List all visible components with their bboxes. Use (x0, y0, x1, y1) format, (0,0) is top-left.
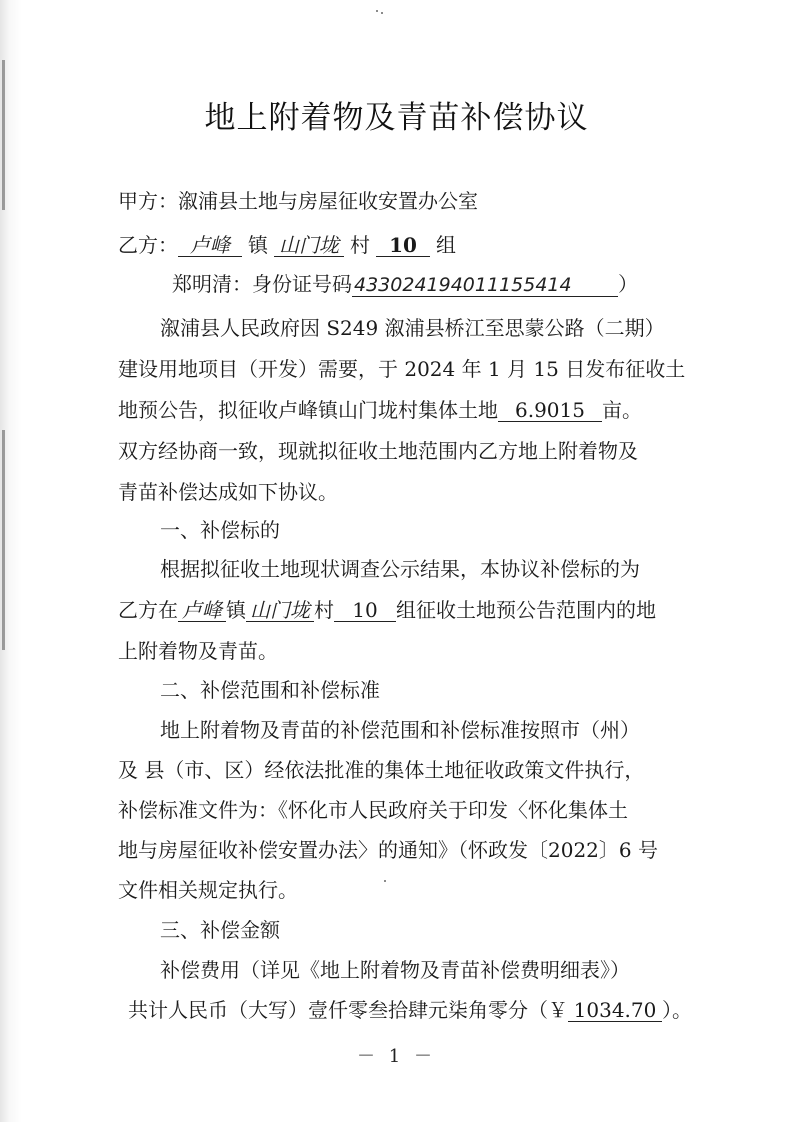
id-line (172, 272, 638, 297)
section-3-line-2-post: ）。 (662, 998, 692, 1022)
section-1-line-3: 上附着物及青苗。 (118, 639, 278, 663)
section-1-line-2-pre: 乙方在 (118, 598, 178, 622)
intro-line-3 (118, 398, 642, 422)
section-2-line-4: 地与房屋征收补偿安置办法〉的通知》（怀政发〔2022〕6 号 (118, 838, 658, 862)
id-label: ：身份证号码 (232, 272, 352, 296)
section-1-town-field: 卢峰 (178, 599, 226, 622)
party-b-label: 乙方： (118, 233, 178, 257)
id-close: ） (618, 272, 638, 296)
section-3-heading: 三、补偿金额 (160, 918, 280, 942)
section-2-line-2: 及 县（市、区）经依法批准的集体土地征收政策文件执行， (118, 758, 645, 782)
intro-line-5: 青苗补偿达成如下协议。 (118, 480, 338, 504)
scan-speck (384, 880, 386, 882)
document-title: 地上附着物及青苗补偿协议 (204, 100, 589, 136)
scan-speck (376, 10, 378, 12)
section-3-line-2-pre: 共计人民币（大写）壹仟零叁拾肆元柒角零分（￥ (128, 998, 568, 1022)
party-b-town-suffix: 镇 (248, 233, 268, 257)
compensation-amount-field: 1034.70 (568, 999, 662, 1022)
party-a-name: 溆浦县土地与房屋征收安置办公室 (178, 189, 478, 213)
intro-line-3-unit: 亩。 (602, 398, 642, 422)
party-b-town-field: 卢峰 (178, 234, 242, 257)
section-1-heading: 一、补偿标的 (160, 518, 280, 542)
section-1-line-2-post: 组征收土地预公告范围内的地 (396, 598, 656, 622)
intro-line-4: 双方经协商一致，现就拟征收土地范围内乙方地上附着物及 (118, 439, 638, 463)
section-2-line-3: 补偿标准文件为：《怀化市人民政府关于印发〈怀化集体土 (118, 798, 628, 822)
section-1-group-field: 10 (334, 599, 396, 622)
person-name: 郑明清 (172, 272, 232, 296)
section-1-line-2 (118, 598, 656, 622)
section-1-village-field: 山门垅 (246, 599, 314, 622)
intro-line-1: 溆浦县人民政府因 S249 溆浦县桥江至思蒙公路（二期） (160, 316, 665, 340)
scan-shadow-edge (0, 0, 22, 1122)
id-number-field: 433024194011155414 (352, 274, 618, 297)
scan-speck (381, 12, 383, 14)
intro-line-3-text: 地预公告，拟征收卢峰镇山门垅村集体土地 (118, 398, 498, 422)
section-1-village-suffix: 村 (314, 598, 334, 622)
section-2-line-1: 地上附着物及青苗的补偿范围和补偿标准按照市（州） (160, 718, 640, 742)
section-1-town-suffix: 镇 (226, 598, 246, 622)
land-area-field: 6.9015 (498, 399, 602, 422)
section-3-line-1: 补偿费用（详见《地上附着物及青苗补偿费明细表》） (160, 958, 630, 982)
party-a-label: 甲方： (118, 189, 178, 213)
party-b-group-field: 10 (376, 234, 430, 257)
page-number: － 1 － (357, 1046, 436, 1067)
intro-line-2: 建设用地项目（开发）需要，于 2024 年 1 月 15 日发布征收土 (118, 357, 686, 381)
party-b-group-suffix: 组 (436, 233, 456, 257)
party-b-village-field: 山门垅 (274, 234, 344, 257)
section-3-line-2 (128, 998, 692, 1022)
party-b-village-suffix: 村 (350, 233, 370, 257)
section-1-line-1: 根据拟征收土地现状调查公示结果，本协议补偿标的为 (160, 557, 640, 581)
section-2-line-5: 文件相关规定执行。 (118, 878, 298, 902)
party-b-line (118, 233, 456, 257)
section-2-heading: 二、补偿范围和补偿标准 (160, 678, 380, 702)
party-a-line (118, 189, 478, 213)
